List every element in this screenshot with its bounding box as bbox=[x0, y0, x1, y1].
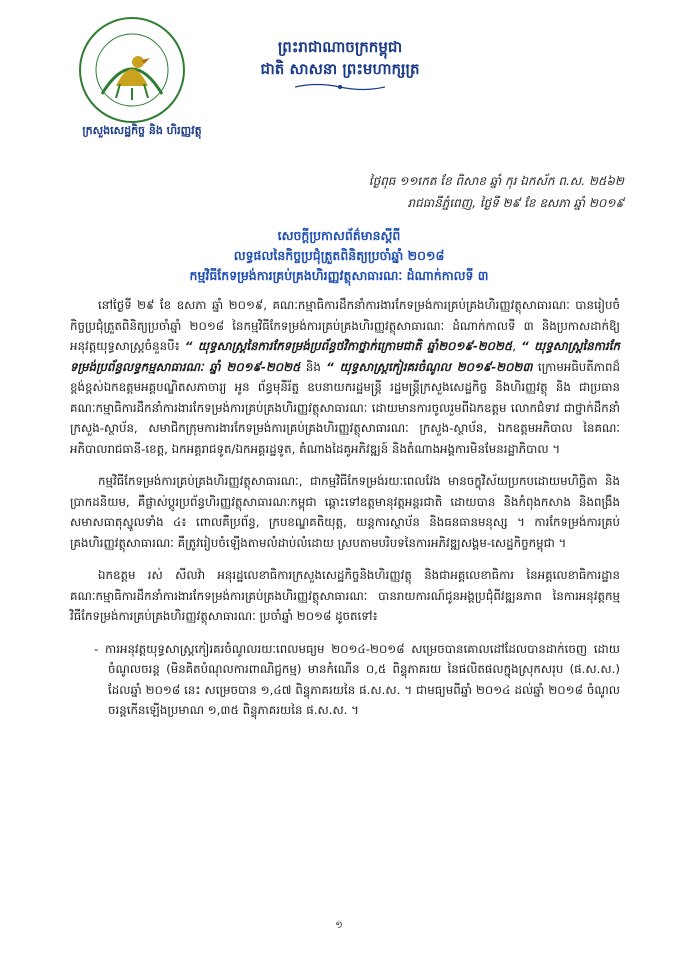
separator-2: និង bbox=[300, 359, 327, 374]
page-number: ១ bbox=[335, 920, 343, 931]
paragraph-3: ឯកឧត្តម រស់ សីលវ៉ា អនុរដ្ឋលេខាធិការក្រសួងសេដ្ឋកិច្ចនិងហិរញ្ញវត្ថុ និងជាអគ្គលេខាធិការ នៃអគ្គលេខាធិការដ្ឋានគណៈកម្មាធិការដឹកនាំការងារកែទម្រង់ការគ្រប់គ្រងហិរញ្ញវត្ថុសាធារណៈ បានរាយការណ៍ជូនអង្គប្រជុំពីវឌ្ឍនភាព នៃការអនុវត្តកម្មវិធីកែទម្រង់ការគ្រប់គ្រងហិរញ្ញវត្ថុសាធារណៈ ប្រចាំឆ្នាំ ២០១៨ ដូចតទៅ៖ bbox=[70, 568, 620, 623]
heading-line-1: សេចក្តីប្រកាសព័ត៌មានស្តីពី bbox=[277, 228, 401, 243]
lunar-date: ថ្ងៃពុធ ១១កេត ខែ ពិសាខ ឆ្នាំ កុរ ឯកស័ក ព.ស. ២៥៦២ bbox=[368, 174, 624, 188]
heading-line-3: កម្មវិធីកែទម្រង់ការគ្រប់គ្រងហិរញ្ញវត្ថុសាធារណៈ ដំណាក់កាលទី ៣ bbox=[189, 268, 489, 283]
document-body bbox=[70, 295, 620, 733]
ministry-name: ក្រសួងសេដ្ឋកិច្ច និង ហិរញ្ញវត្ថុ bbox=[82, 124, 202, 137]
paragraph-1-intro: នៅថ្ងៃទី ២៩ ខែ ឧសភា ឆ្នាំ ២០១៩, គណៈកម្មាធិការដឹកនាំការងារកែទម្រង់ការគ្រប់គ្រងហិរញ្ញវត្ថុសាធារណៈ បានរៀបចំកិច្ចប្រជុំត្រួតពិនិត្យប្រចាំឆ្នាំ ២០១៨ នៃកម្មវិធីកែទម្រង់ការគ្រប់គ្រងហិរញ្ញវត្ថុសាធារណៈ ដំណាក់កាលទី ៣ និងប្រកាសដាក់ឱ្យអនុវត្តយុទ្ធសាស្ត្រចំនួនបី៖ bbox=[70, 298, 620, 353]
bullet-item-1: - ការអនុវត្តយុទ្ធសាស្ត្រកៀរគរចំណូលរយៈពេលមធ្យម ២០១៤-២០១៨ សម្រេចបានគោលដៅដែលបានដាក់ចេញ ដោយចំណូលចរន្ត (មិនគិតបំណុលការពាណិជ្ជកម្ម) មានកំណើន ០,៥ ពិន្ទុភាគរយ នៃផលិតផលក្នុងស្រុកសរុប (ផ.ស.ស.) ដែលឆ្នាំ ២០១៨ នេះ សម្រេចបាន ១,៤៧ ពិន្ទុភាគរយនៃ ផ.ស.ស. ។ ជាមធ្យមពីឆ្នាំ ២០១៤ ដល់ឆ្នាំ ២០១៨ ចំណូលចរន្តកើនឡើងប្រមាណ ១,៣៥ ពិន្ទុភាគរយនៃ ផ.ស.ស. ។ bbox=[94, 641, 620, 717]
kingdom-motto bbox=[255, 36, 425, 92]
heading-line-2: លទ្ធផលនៃកិច្ចប្រជុំត្រួតពិនិត្យប្រចាំឆ្នាំ ២០១៨ bbox=[233, 248, 445, 263]
ministry-logo bbox=[76, 14, 188, 126]
strategy-title-2: “ យុទ្ធសាស្ត្រនៃការកែទម្រង់ប្រព័ន្ធលទ្ធកម្មសាធារណៈ ឆ្នាំ ២០១៩-២០២៥ bbox=[70, 339, 620, 374]
strategy-title-3: “ យុទ្ធសាស្ត្រកៀរគរចំណូល ២០១៩-២០២៣ bbox=[326, 359, 533, 374]
solar-date: រាជធានីភ្នំពេញ, ថ្ងៃទី ២៩ ខែ ឧសភា ឆ្នាំ ២០១៩ bbox=[407, 196, 624, 210]
kingdom-name: ព្រះរាជាណាចក្រកម្ពុជា bbox=[277, 38, 403, 56]
document-heading bbox=[60, 226, 618, 286]
paragraph-2: កម្មវិធីកែទម្រង់ការគ្រប់គ្រងហិរញ្ញវត្ថុសាធារណៈ, ជាកម្មវិធីកែទម្រង់រយៈពេលវែង មានចក្ខុវិស័យប្រកបដោយមហិច្ឆិតា និងប្រាកដនិយម, គឺផ្លាស់ប្តូរប្រព័ន្ធហិរញ្ញវត្ថុសាធារណៈកម្ពុជា ឆ្ពោះទៅឧត្តមានុវត្តអន្តរជាតិ ដោយបាន និងកំពុងកសាង និងពង្រឹងសមាសធាតុស្នូលទាំង ៤៖ ពោលគឺប្រព័ន្ធ, ក្របខណ្ឌគតិយុត្ត, យន្តការស្ថាប័ន និងធនធានមនុស្ស ។ ការកែទម្រង់ការគ្រប់គ្រងហិរញ្ញវត្ថុសាធារណៈ គឺត្រូវរៀបចំឡើងតាមលំដាប់លំដោយ ស្របតាមបរិបទនៃការអភិវឌ្ឍសង្គម-សេដ្ឋកិច្ចកម្ពុជា ។ bbox=[70, 474, 620, 550]
strategy-title-1: “ យុទ្ធសាស្ត្រនៃការកែទម្រង់ប្រព័ន្ធថវិកាថ្នាក់ក្រោមជាតិ ឆ្នាំ២០១៩-២០២៥ bbox=[184, 339, 513, 353]
paragraph-1-rest: ក្រោមអធិបតីភាពដ៏ខ្ពង់ខ្ពស់ឯកឧត្តមអគ្គបណ្ឌិតសភាចារ្យ អូន ព័ន្ធមុនីរ័ត្ន ឧបនាយករដ្ឋមន្ត្រី រដ្ឋមន្ត្រីក្រសួងសេដ្ឋកិច្ច និងហិរញ្ញវត្ថុ និង ជាប្រធានគណៈកម្មាធិការដឹកនាំការងារកែទម្រង់ការគ្រប់គ្រងហិរញ្ញវត្ថុសាធារណៈ ដោយមានការចូលរួមពីឯកឧត្តម លោកជំទាវ ជាថ្នាក់ដឹកនាំក្រសួង-ស្ថាប័ន, សមាជិកក្រុមការងារកែទម្រង់ការគ្រប់គ្រងហិរញ្ញវត្ថុសាធារណៈ ក្រសួង-ស្ថាប័ន, ឯកឧត្តមអភិបាល នៃគណៈអភិបាលរាជធានី-ខេត្ត, ឯកអគ្គរាជទូត/ឯកអគ្គរដ្ឋទូត, តំណាងដៃគូអភិវឌ្ឍន៍ និងតំណាងអង្គការមិនមែនរដ្ឋាភិបាល ។ bbox=[70, 359, 620, 456]
ornament-divider bbox=[295, 82, 385, 92]
national-motto: ជាតិ សាសនា ព្រះមហាក្សត្រ bbox=[260, 60, 420, 78]
paragraph-1 bbox=[70, 295, 620, 459]
document-dates bbox=[369, 170, 624, 214]
separator-1: , bbox=[512, 339, 522, 353]
